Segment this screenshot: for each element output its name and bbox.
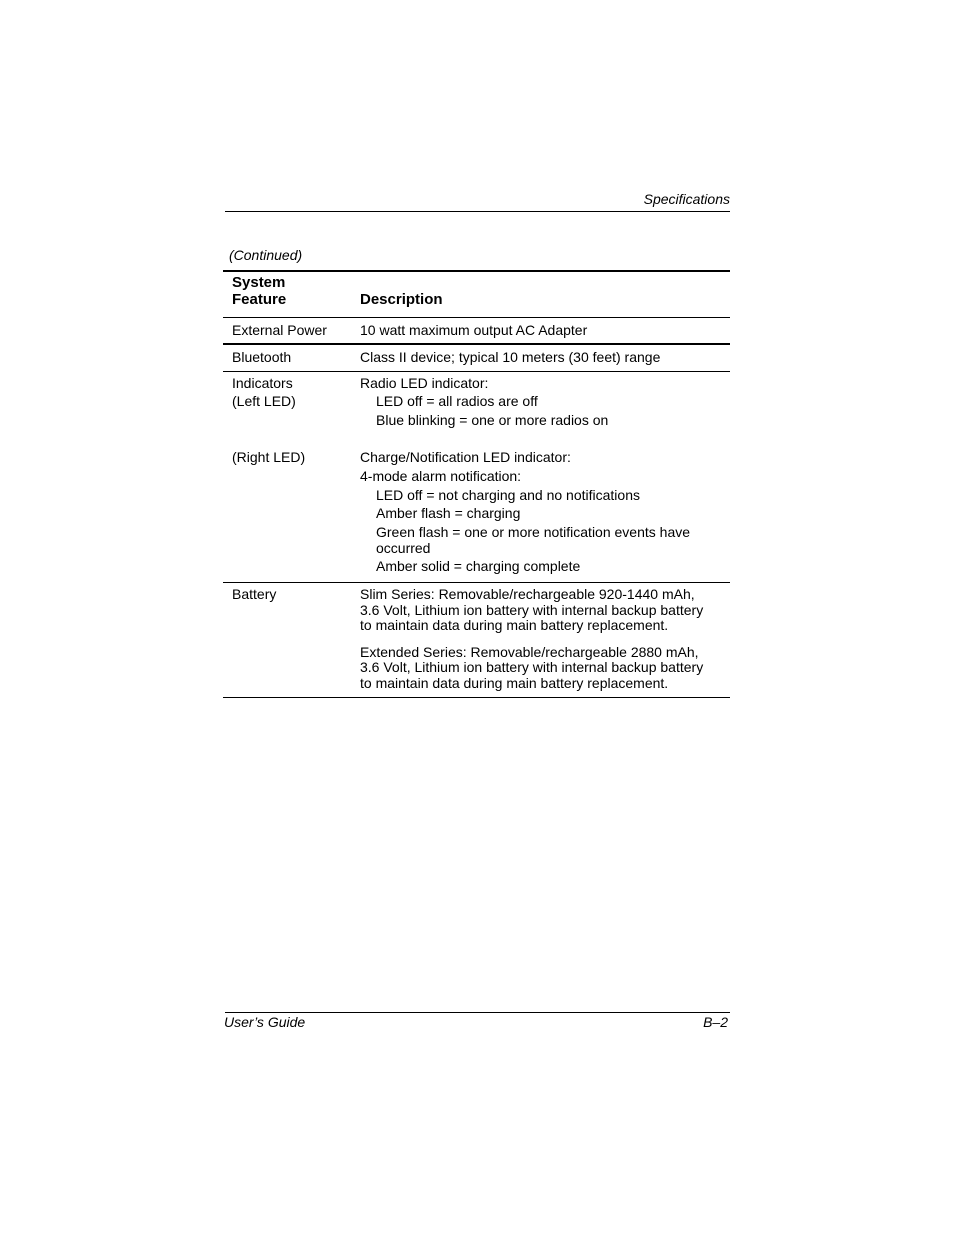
- right-led-subheading: 4-mode alarm notification:: [360, 468, 522, 484]
- extended-series-line: to maintain data during main battery replacement.: [360, 675, 669, 691]
- list-item: LED off = all radios are off: [376, 393, 538, 409]
- list-item-continuation: occurred: [376, 540, 431, 556]
- extended-series-line: 3.6 Volt, Lithium ion battery with internal backup battery: [360, 659, 704, 675]
- slim-series-line: Slim Series: Removable/rechargeable 920-1440 mAh,: [360, 586, 695, 602]
- list-item: Blue blinking = one or more radios on: [376, 412, 609, 428]
- slim-series-line: to maintain data during main battery replacement.: [360, 617, 669, 633]
- specifications-table: [223, 270, 730, 698]
- table-row-battery: [223, 583, 730, 698]
- feature-right-led: (Right LED): [232, 449, 306, 465]
- description-cell: 10 watt maximum output AC Adapter: [360, 322, 588, 338]
- column-header-feature-line2: Feature: [232, 291, 287, 308]
- table-row-bluetooth: [223, 345, 730, 372]
- list-item: LED off = not charging and no notifications: [376, 487, 640, 503]
- extended-series-line: Extended Series: Removable/rechargeable 2880 mAh,: [360, 644, 699, 660]
- slim-series-line: 3.6 Volt, Lithium ion battery with internal backup battery: [360, 602, 704, 618]
- footer-guide-title: User’s Guide: [224, 1014, 306, 1030]
- column-header-description: Description: [360, 291, 443, 308]
- running-header-title: Specifications: [643, 191, 730, 207]
- table-row-external-power: [223, 318, 730, 345]
- feature-cell: Battery: [232, 586, 277, 602]
- table-caption: (Continued): [229, 247, 303, 263]
- list-item: Amber solid = charging complete: [376, 558, 581, 574]
- header-rule: [225, 211, 730, 212]
- footer-rule: [225, 1012, 730, 1013]
- table-header-row: [223, 272, 730, 318]
- feature-cell: Bluetooth: [232, 349, 292, 365]
- right-led-heading: Charge/Notification LED indicator:: [360, 449, 571, 465]
- list-item: Green flash = one or more notification events have: [376, 524, 691, 540]
- feature-cell: External Power: [232, 322, 327, 338]
- left-led-heading: Radio LED indicator:: [360, 375, 489, 391]
- page-number: B–2: [703, 1014, 728, 1030]
- description-cell: Class II device; typical 10 meters (30 feet) range: [360, 349, 661, 365]
- column-header-feature-line1: System: [232, 274, 286, 291]
- feature-cell: Indicators: [232, 375, 293, 391]
- list-item: Amber flash = charging: [376, 505, 521, 521]
- table-row-indicators: [223, 372, 730, 583]
- feature-left-led: (Left LED): [232, 393, 296, 409]
